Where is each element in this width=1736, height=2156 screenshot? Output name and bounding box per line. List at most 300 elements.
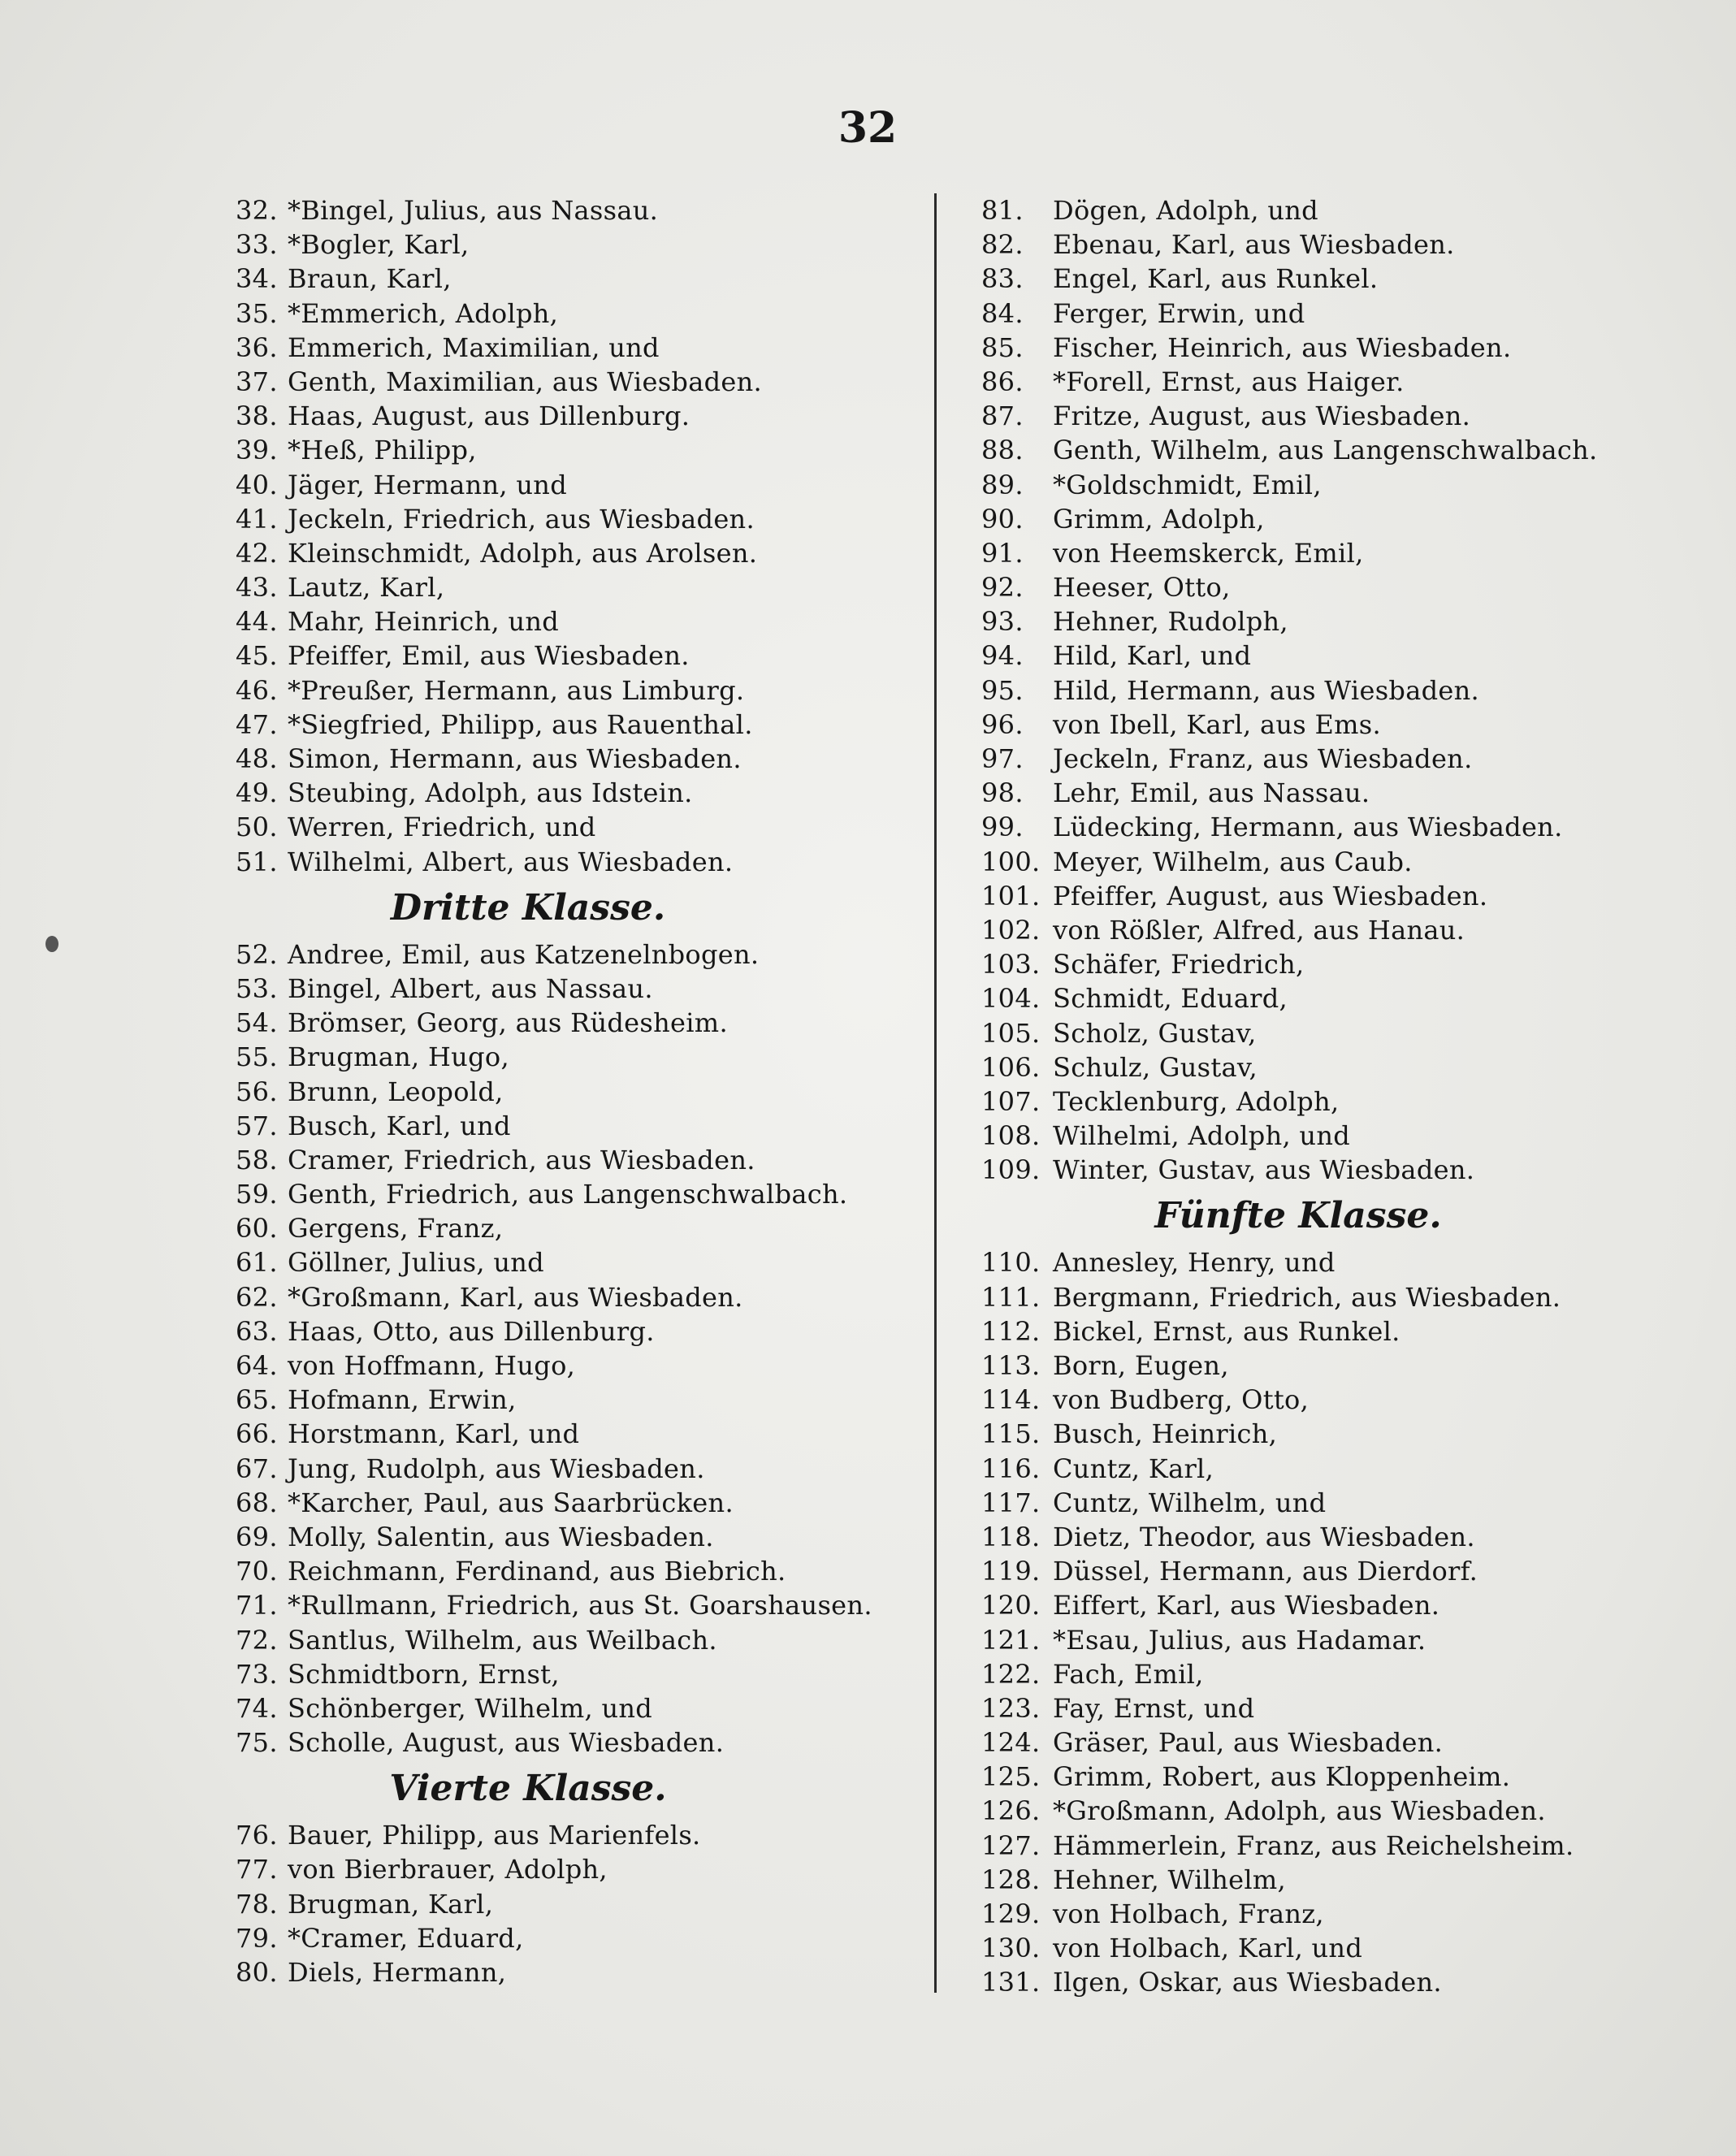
entry-number: 109. (981, 1154, 1041, 1186)
list-entry (236, 1955, 910, 1989)
entry-number: 50. (236, 812, 278, 843)
entry-number: 114. (981, 1384, 1041, 1416)
list-entry (981, 810, 1696, 844)
entry-number: 46. (236, 674, 278, 706)
entry-number: 47. (236, 708, 278, 740)
entry-number: 108. (981, 1120, 1041, 1152)
entry-name: Ilgen, Oskar, aus Wiesbaden. (1053, 1967, 1442, 1998)
list-entry (236, 1211, 910, 1245)
entry-name: Cramer, Friedrich, aus Wiesbaden. (288, 1144, 755, 1175)
entry-name: von Holbach, Karl, und (1053, 1933, 1363, 1964)
entry-number: 41. (236, 503, 278, 535)
list-entry (981, 1965, 1696, 1999)
entry-name: Brugman, Hugo, (288, 1041, 509, 1073)
entry-number: 57. (236, 1110, 278, 1141)
list-entry (236, 1314, 910, 1349)
entry-name: Bauer, Philipp, aus Marienfels. (288, 1820, 701, 1851)
entry-name: Annesley, Henry, und (1053, 1247, 1336, 1279)
entry-number: 67. (236, 1452, 278, 1484)
entry-name: von Rößler, Alfred, aus Hanau. (1053, 914, 1465, 946)
entry-number: 39. (236, 435, 278, 466)
entry-number: 53. (236, 972, 278, 1004)
entry-name: Hehner, Rudolph, (1053, 606, 1288, 638)
entry-name: Genth, Maximilian, aus Wiesbaden. (288, 366, 762, 397)
entry-number: 130. (981, 1933, 1041, 1964)
entry-name: Bingel, Albert, aus Nassau. (288, 972, 653, 1004)
list-entry (981, 1554, 1696, 1588)
list-entry (981, 365, 1696, 399)
entry-name: Grimm, Robert, aus Kloppenheim. (1053, 1761, 1511, 1793)
entry-number: 82. (981, 229, 1024, 261)
list-entry (236, 1725, 910, 1760)
list-entry (236, 1006, 910, 1040)
list-entry (981, 1314, 1696, 1349)
list-entry (236, 776, 910, 810)
entry-number: 69. (236, 1521, 278, 1552)
left-group-2 (236, 937, 910, 1760)
entry-number: 37. (236, 366, 278, 397)
list-entry (981, 1725, 1696, 1760)
entry-number: 118. (981, 1521, 1041, 1552)
entry-name: Göllner, Julius, und (288, 1247, 544, 1279)
entry-number: 124. (981, 1727, 1041, 1759)
entry-name: Brunn, Leopold, (288, 1076, 504, 1107)
list-entry (981, 1623, 1696, 1657)
entry-name: Jäger, Hermann, und (288, 469, 567, 500)
list-entry (236, 1554, 910, 1588)
entry-number: 38. (236, 400, 278, 432)
heading-fuenfte-klasse: Fünfte Klasse. (1154, 1195, 1442, 1237)
right-group-1 (981, 193, 1696, 1187)
list-entry (981, 1417, 1696, 1451)
list-entry (981, 708, 1696, 742)
entry-number: 77. (236, 1854, 278, 1885)
list-entry (236, 331, 910, 365)
list-entry (236, 399, 910, 433)
entry-name: *Rullmann, Friedrich, aus St. Goarshausen. (288, 1590, 872, 1621)
entry-name: Grimm, Adolph, (1053, 503, 1265, 535)
entry-number: 83. (981, 263, 1024, 295)
entry-name: Ferger, Erwin, und (1053, 297, 1305, 329)
entry-number: 63. (236, 1315, 278, 1347)
list-entry (981, 845, 1696, 879)
entry-number: 49. (236, 777, 278, 809)
entry-name: Lehr, Emil, aus Nassau. (1053, 777, 1370, 809)
entry-name: Horstmann, Karl, und (288, 1418, 580, 1450)
entry-name: Dietz, Theodor, aus Wiesbaden. (1053, 1521, 1475, 1552)
entry-name: Werren, Friedrich, und (288, 812, 596, 843)
list-entry (981, 193, 1696, 227)
heading-vierte-klasse: Vierte Klasse. (389, 1768, 667, 1810)
list-entry (236, 1818, 910, 1852)
entry-name: Emmerich, Maximilian, und (288, 331, 660, 363)
entry-name: Brömser, Georg, aus Rüdesheim. (288, 1007, 728, 1039)
list-entry (981, 1657, 1696, 1691)
list-entry (981, 297, 1696, 331)
list-entry (981, 1245, 1696, 1279)
list-entry (236, 1383, 910, 1417)
entry-number: 84. (981, 297, 1024, 329)
entry-name: *Karcher, Paul, aus Saarbrücken. (288, 1487, 734, 1518)
entry-number: 35. (236, 297, 278, 329)
entry-name: Schmidtborn, Ernst, (288, 1658, 560, 1690)
list-entry (236, 1075, 910, 1109)
entry-name: Schäfer, Friedrich, (1053, 949, 1305, 981)
entry-name: Pfeiffer, Emil, aus Wiesbaden. (288, 640, 690, 672)
entry-name: Fach, Emil, (1053, 1658, 1204, 1690)
entry-number: 65. (236, 1384, 278, 1416)
list-entry (236, 937, 910, 972)
list-entry (236, 673, 910, 708)
list-entry (236, 1143, 910, 1177)
entry-name: *Emmerich, Adolph, (288, 297, 559, 329)
list-entry (981, 1691, 1696, 1725)
list-entry (236, 1588, 910, 1622)
entry-name: Engel, Karl, aus Runkel. (1053, 263, 1379, 295)
entry-number: 94. (981, 640, 1024, 672)
entry-name: Hild, Karl, und (1053, 640, 1252, 672)
entry-name: *Preußer, Hermann, aus Limburg. (288, 674, 745, 706)
entry-name: *Heß, Philipp, (288, 435, 477, 466)
entry-name: Steubing, Adolph, aus Idstein. (288, 777, 693, 809)
entry-number: 78. (236, 1888, 278, 1920)
list-entry (981, 570, 1696, 604)
entry-name: Kleinschmidt, Adolph, aus Arolsen. (288, 537, 758, 569)
entry-number: 32. (236, 195, 278, 226)
entry-name: Bergmann, Friedrich, aus Wiesbaden. (1053, 1281, 1561, 1313)
entry-number: 131. (981, 1967, 1041, 1998)
list-entry (236, 1887, 910, 1921)
entry-name: Cuntz, Wilhelm, und (1053, 1487, 1327, 1518)
entry-number: 52. (236, 938, 278, 970)
entry-name: Fay, Ernst, und (1053, 1692, 1255, 1724)
list-entry (236, 1245, 910, 1279)
entry-number: 55. (236, 1041, 278, 1073)
list-entry (236, 193, 910, 227)
entry-number: 121. (981, 1624, 1041, 1656)
right-group-2 (981, 1245, 1696, 1999)
entry-name: Lautz, Karl, (288, 572, 445, 604)
entry-number: 36. (236, 331, 278, 363)
entry-name: *Cramer, Eduard, (288, 1922, 524, 1954)
left-group-3 (236, 1818, 910, 1989)
list-entry (236, 433, 910, 467)
list-entry (236, 1109, 910, 1143)
list-entry (981, 468, 1696, 502)
entry-number: 44. (236, 606, 278, 638)
list-entry (236, 1520, 910, 1554)
entry-name: Fritze, August, aus Wiesbaden. (1053, 400, 1471, 432)
entry-name: Jeckeln, Franz, aus Wiesbaden. (1053, 743, 1473, 774)
list-entry (981, 502, 1696, 536)
entry-number: 80. (236, 1957, 278, 1988)
entry-number: 95. (981, 674, 1024, 706)
list-entry (236, 708, 910, 742)
list-entry (236, 639, 910, 673)
entry-number: 128. (981, 1864, 1041, 1895)
entry-number: 90. (981, 503, 1024, 535)
entry-name: Hild, Hermann, aus Wiesbaden. (1053, 674, 1479, 706)
left-group-1 (236, 193, 910, 879)
entry-name: Winter, Gustav, aus Wiesbaden. (1053, 1154, 1475, 1186)
list-entry (981, 262, 1696, 296)
left-column (236, 193, 910, 1989)
list-entry (981, 1760, 1696, 1794)
entry-number: 105. (981, 1017, 1041, 1049)
column-divider (934, 193, 937, 1993)
entry-name: Bickel, Ernst, aus Runkel. (1053, 1315, 1400, 1347)
entry-number: 122. (981, 1658, 1041, 1690)
list-entry (236, 1452, 910, 1486)
entry-number: 112. (981, 1315, 1041, 1347)
list-entry (236, 845, 910, 879)
entry-number: 123. (981, 1692, 1041, 1724)
entry-number: 87. (981, 400, 1024, 432)
list-entry (981, 1016, 1696, 1050)
list-entry (236, 972, 910, 1006)
entry-number: 62. (236, 1281, 278, 1313)
list-entry (236, 468, 910, 502)
entry-number: 113. (981, 1350, 1041, 1381)
entry-number: 48. (236, 743, 278, 774)
entry-name: Cuntz, Karl, (1053, 1452, 1214, 1484)
list-entry (981, 1119, 1696, 1153)
entry-number: 74. (236, 1692, 278, 1724)
list-entry (981, 1084, 1696, 1119)
entry-name: Hehner, Wilhelm, (1053, 1864, 1287, 1895)
right-column (981, 193, 1696, 2000)
entry-number: 40. (236, 469, 278, 500)
entry-name: *Esau, Julius, aus Hadamar. (1053, 1624, 1426, 1656)
entry-name: Schulz, Gustav, (1053, 1051, 1258, 1083)
entry-name: Jung, Rudolph, aus Wiesbaden. (288, 1452, 705, 1484)
entry-name: Schmidt, Eduard, (1053, 983, 1288, 1015)
entry-number: 33. (236, 229, 278, 261)
entry-name: Düssel, Hermann, aus Dierdorf. (1053, 1556, 1478, 1587)
entry-number: 75. (236, 1727, 278, 1759)
entry-number: 45. (236, 640, 278, 672)
entry-name: *Bingel, Julius, aus Nassau. (288, 195, 659, 226)
entry-number: 86. (981, 366, 1024, 397)
list-entry (236, 227, 910, 262)
list-entry (981, 1383, 1696, 1417)
list-entry (981, 1520, 1696, 1554)
entry-name: Santlus, Wilhelm, aus Weilbach. (288, 1624, 717, 1656)
entry-name: Born, Eugen, (1053, 1350, 1229, 1381)
entry-number: 129. (981, 1898, 1041, 1929)
entry-name: *Goldschmidt, Emil, (1053, 469, 1322, 500)
entry-number: 59. (236, 1179, 278, 1210)
entry-number: 43. (236, 572, 278, 604)
list-entry (236, 1349, 910, 1383)
entry-number: 61. (236, 1247, 278, 1279)
list-entry (981, 639, 1696, 673)
list-entry (236, 604, 910, 639)
entry-name: *Forell, Ernst, aus Haiger. (1053, 366, 1405, 397)
list-entry (981, 776, 1696, 810)
entry-number: 96. (981, 708, 1024, 740)
entry-name: Ebenau, Karl, aus Wiesbaden. (1053, 229, 1455, 261)
entry-number: 76. (236, 1820, 278, 1851)
entry-number: 127. (981, 1829, 1041, 1861)
entry-number: 99. (981, 812, 1024, 843)
entry-name: Reichmann, Ferdinand, aus Biebrich. (288, 1556, 786, 1587)
list-entry (236, 502, 910, 536)
entry-name: Wilhelmi, Adolph, und (1053, 1120, 1351, 1152)
list-entry (981, 1050, 1696, 1084)
entry-name: von Ibell, Karl, aus Ems. (1053, 708, 1381, 740)
list-entry (981, 1931, 1696, 1965)
list-entry (981, 742, 1696, 776)
entry-number: 73. (236, 1658, 278, 1690)
entry-number: 110. (981, 1247, 1041, 1279)
entry-name: Scholz, Gustav, (1053, 1017, 1257, 1049)
entry-number: 103. (981, 949, 1041, 981)
entry-number: 79. (236, 1922, 278, 1954)
list-entry (236, 536, 910, 570)
entry-number: 106. (981, 1051, 1041, 1083)
list-entry (981, 399, 1696, 433)
entry-name: Heeser, Otto, (1053, 572, 1231, 604)
entry-name: Hämmerlein, Franz, aus Reichelsheim. (1053, 1829, 1574, 1861)
list-entry (236, 1177, 910, 1211)
entry-name: Pfeiffer, August, aus Wiesbaden. (1053, 880, 1488, 911)
list-entry (236, 1657, 910, 1691)
entry-name: Meyer, Wilhelm, aus Caub. (1053, 846, 1413, 877)
entry-number: 107. (981, 1085, 1041, 1117)
entry-name: Eiffert, Karl, aus Wiesbaden. (1053, 1590, 1440, 1621)
entry-name: Diels, Hermann, (288, 1957, 507, 1988)
entry-name: *Bogler, Karl, (288, 229, 470, 261)
entry-number: 64. (236, 1350, 278, 1381)
entry-name: Jeckeln, Friedrich, aus Wiesbaden. (288, 503, 755, 535)
entry-number: 68. (236, 1487, 278, 1518)
entry-name: von Heemskerck, Emil, (1053, 537, 1364, 569)
list-entry (981, 1349, 1696, 1383)
entry-number: 42. (236, 537, 278, 569)
entry-name: Andree, Emil, aus Katzenelnbogen. (288, 938, 760, 970)
entry-name: Schönberger, Wilhelm, und (288, 1692, 653, 1724)
entry-number: 115. (981, 1418, 1041, 1450)
entry-name: Dögen, Adolph, und (1053, 195, 1318, 226)
entry-number: 71. (236, 1590, 278, 1621)
entry-number: 58. (236, 1144, 278, 1175)
entry-number: 100. (981, 846, 1041, 877)
entry-number: 120. (981, 1590, 1041, 1621)
page-number: 32 (838, 103, 898, 153)
entry-number: 56. (236, 1076, 278, 1107)
list-entry (981, 1486, 1696, 1520)
list-entry (236, 1691, 910, 1725)
entry-number: 98. (981, 777, 1024, 809)
entry-number: 88. (981, 435, 1024, 466)
list-entry (236, 297, 910, 331)
list-entry (981, 1588, 1696, 1622)
entry-name: Gergens, Franz, (288, 1213, 504, 1245)
entry-name: von Hoffmann, Hugo, (288, 1350, 576, 1381)
entry-number: 72. (236, 1624, 278, 1656)
list-entry (981, 879, 1696, 913)
list-entry (236, 1280, 910, 1314)
list-entry (981, 1153, 1696, 1187)
list-entry (236, 742, 910, 776)
list-entry (236, 1486, 910, 1520)
list-entry (981, 1280, 1696, 1314)
entry-name: *Großmann, Adolph, aus Wiesbaden. (1053, 1795, 1546, 1827)
entry-number: 91. (981, 537, 1024, 569)
entry-number: 101. (981, 880, 1041, 911)
heading-dritte-klasse: Dritte Klasse. (390, 886, 666, 929)
entry-name: von Budberg, Otto, (1053, 1384, 1310, 1416)
entry-name: Gräser, Paul, aus Wiesbaden. (1053, 1727, 1444, 1759)
entry-name: Haas, August, aus Dillenburg. (288, 400, 691, 432)
entry-number: 93. (981, 606, 1024, 638)
entry-name: Haas, Otto, aus Dillenburg. (288, 1315, 655, 1347)
list-entry (981, 1897, 1696, 1931)
list-entry (981, 604, 1696, 639)
list-entry (236, 1921, 910, 1955)
list-entry (981, 227, 1696, 262)
list-entry (981, 1829, 1696, 1863)
list-entry (236, 365, 910, 399)
entry-name: Wilhelmi, Albert, aus Wiesbaden. (288, 846, 734, 877)
entry-number: 85. (981, 331, 1024, 363)
entry-number: 60. (236, 1213, 278, 1245)
entry-number: 66. (236, 1418, 278, 1450)
entry-number: 126. (981, 1795, 1041, 1827)
entry-number: 125. (981, 1761, 1041, 1793)
entry-name: Scholle, August, aus Wiesbaden. (288, 1727, 725, 1759)
list-entry (981, 536, 1696, 570)
list-entry (236, 1623, 910, 1657)
entry-name: von Holbach, Franz, (1053, 1898, 1324, 1929)
entry-number: 117. (981, 1487, 1041, 1518)
list-entry (981, 433, 1696, 467)
entry-name: Brugman, Karl, (288, 1888, 494, 1920)
entry-number: 89. (981, 469, 1024, 500)
list-entry (236, 1852, 910, 1886)
list-entry (236, 1417, 910, 1451)
entry-number: 70. (236, 1556, 278, 1587)
list-entry (236, 1040, 910, 1074)
ink-blot (45, 936, 58, 952)
entry-name: Tecklenburg, Adolph, (1053, 1085, 1340, 1117)
entry-name: Lüdecking, Hermann, aus Wiesbaden. (1053, 812, 1563, 843)
entry-name: Mahr, Heinrich, und (288, 606, 560, 638)
list-entry (981, 981, 1696, 1015)
entry-number: 104. (981, 983, 1041, 1015)
entry-number: 116. (981, 1452, 1041, 1484)
entry-name: Busch, Heinrich, (1053, 1418, 1278, 1450)
entry-number: 51. (236, 846, 278, 877)
entry-name: Fischer, Heinrich, aus Wiesbaden. (1053, 331, 1512, 363)
entry-number: 97. (981, 743, 1024, 774)
list-entry (981, 1452, 1696, 1486)
list-entry (981, 947, 1696, 981)
list-entry (981, 331, 1696, 365)
entry-name: Braun, Karl, (288, 263, 452, 295)
entry-name: Molly, Salentin, aus Wiesbaden. (288, 1521, 714, 1552)
entry-number: 92. (981, 572, 1024, 604)
entry-number: 111. (981, 1281, 1041, 1313)
entry-name: Genth, Friedrich, aus Langenschwalbach. (288, 1179, 848, 1210)
list-entry (981, 913, 1696, 947)
list-entry (981, 673, 1696, 708)
entry-number: 34. (236, 263, 278, 295)
entry-number: 119. (981, 1556, 1041, 1587)
list-entry (236, 810, 910, 844)
entry-number: 102. (981, 914, 1041, 946)
